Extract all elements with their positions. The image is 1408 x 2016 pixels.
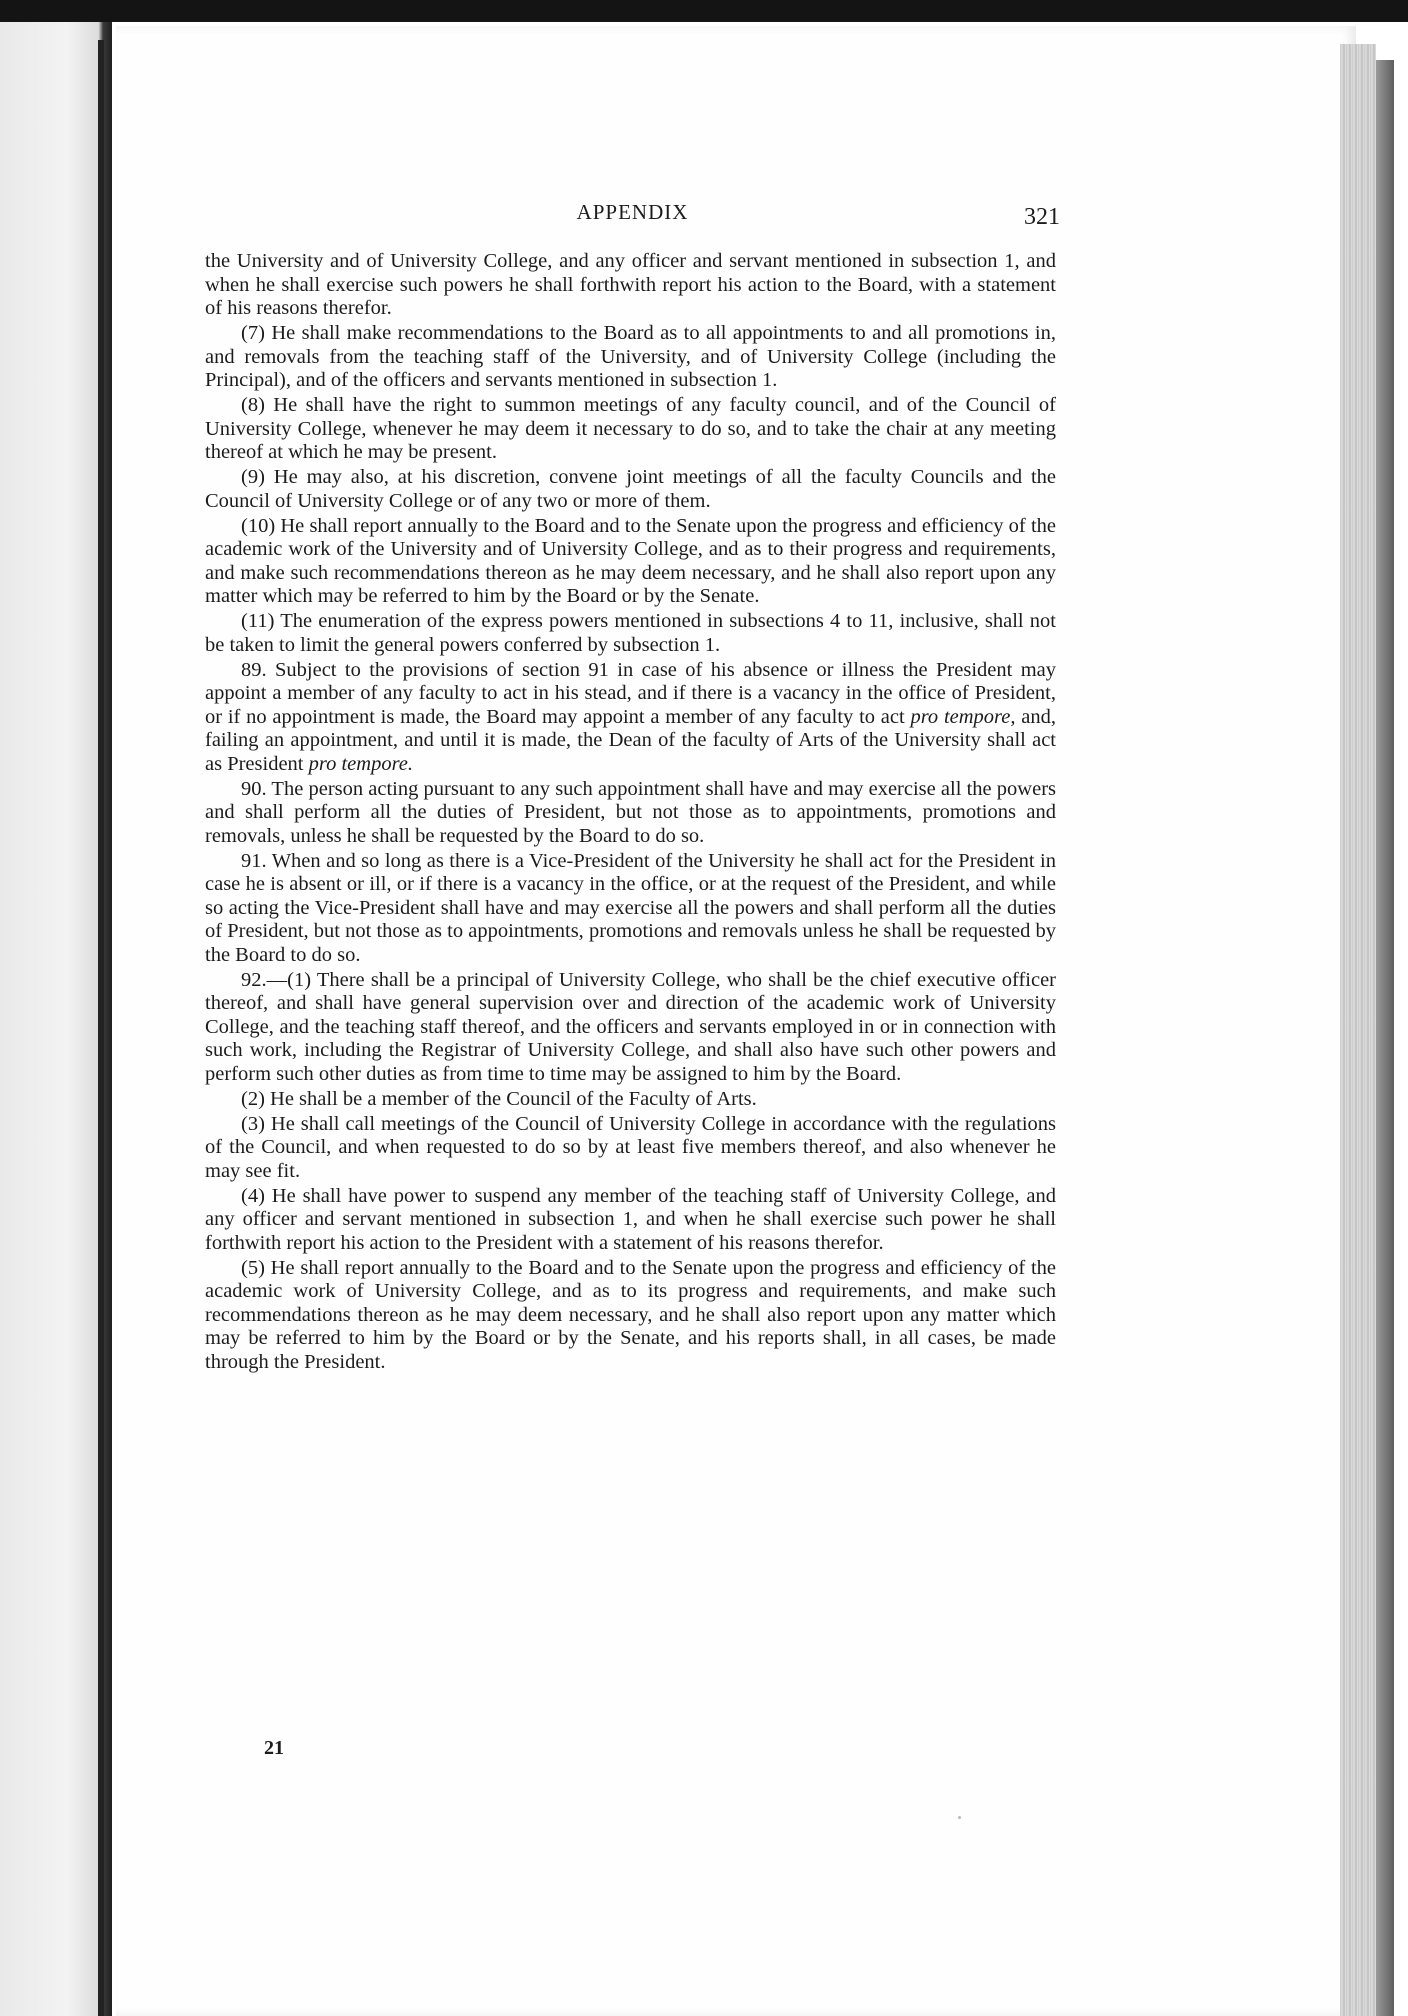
body-text [205,250,1056,1376]
paragraph: (9) He may also, at his discretion, convene joint meetings of all the faculty Councils and the Council of University College or of any two or more of them. [205,466,1056,512]
page-number: 321 [1024,204,1060,230]
scan-top-border [0,0,1408,22]
paragraph: (3) He shall call meetings of the Council of University College in accordance with the regulations of the Council, and when requested to do so by at least five members thereof, and also whenever he may see fit. [205,1112,1056,1182]
latin-phrase: pro tempore, [910,705,1016,728]
page-stack-shadow [1376,60,1394,2016]
paragraph-text: 89. Subject to the provisions of section 91 in case of his absence or illness the President may appoint a member of any faculty to act in his stead, and if there is a vacancy in the office of President, or if no appointment is made, the Board may appoint a member of any faculty to act [205,658,1056,728]
paragraph: (11) The enumeration of the express powers mentioned in subsections 4 to 11, inclusive, shall not be taken to limit the general powers conferred by subsection 1. [205,610,1056,656]
paragraph: (4) He shall have power to suspend any member of the teaching staff of University College, and any officer and servant mentioned in subsection 1, and when he shall exercise such power he shall forthwith report his action to the President with a statement of his reasons therefor. [205,1184,1056,1254]
paragraph-text: and, failing an appointment, and until it is made, the Dean of the faculty of Arts of the University shall act as President [205,705,1056,775]
paragraph: (2) He shall be a member of the Council of the Faculty of Arts. [241,1087,757,1110]
paragraph: 91. When and so long as there is a Vice-President of the University he shall act for the President in case he is absent or ill, or if there is a vacancy in the office, or at the request of the President, and while so acting the Vice-President shall have and may exercise all the powers and shall perform all the duties of President, but not those as to appointments, promotions and removals unless he shall be requested by the Board to do so. [205,849,1056,966]
facing-page-edge [0,22,112,2016]
paragraph: (8) He shall have the right to summon meetings of any faculty council, and of the Council of University College, whenever he may deem it necessary to do so, and to take the chair at any meeting thereof at which he may be present. [205,394,1056,463]
paragraph: (10) He shall report annually to the Board and to the Senate upon the progress and efficiency of the academic work of the University and of University College, and as to their progress and requirements, and make such recommendations thereon as he may deem necessary, and he shall also report upon any matter which may be referred to him by the Board or by the Senate. [205,514,1056,607]
paragraph: 90. The person acting pursuant to any such appointment shall have and may exercise all the powers and shall perform all the duties of President, but not those as to appointments, promotions and removals, unless he shall be requested by the Board to do so. [205,777,1056,847]
running-title: APPENDIX [576,200,689,224]
paragraph: (5) He shall report annually to the Board and to the Senate upon the progress and efficiency of the academic work of University College, and as to its progress and requirements, and make such recommendations thereon as he may deem necessary, and he shall also report upon any matter which may be referred to him by the Board or by the Senate, and his reports shall, in all cases, be made through the President. [205,1256,1056,1373]
page-stack-edge [1340,44,1376,2016]
scan-speck [958,1816,961,1819]
running-head [205,200,1060,234]
latin-phrase: pro tempore. [308,752,414,775]
paragraph-section-89 [205,659,1056,777]
signature-mark: 21 [264,1737,284,1759]
paragraph: (7) He shall make recommendations to the Board as to all appointments to and all promotions in, and removals from the teaching staff of the University, and of University College (including the Principal), and of the officers and servants mentioned in subsection 1. [205,322,1056,391]
paragraph: 92.—(1) There shall be a principal of University College, who shall be the chief executive officer thereof, and shall have general supervision over and direction of the academic work of University College, and the teaching staff thereof, and the officers and servants employed in or in connection with such work, including the Registrar of University College, and shall also have such other powers and perform such other duties as from time to time may be assigned to him by the Board. [205,968,1056,1085]
binding-gutter [98,40,104,2016]
paragraph: the University and of University College, and any officer and servant mentioned in subsection 1, and when he shall exercise such powers he shall forthwith report his action to the Board, with a statement of his reasons therefor. [205,250,1056,319]
